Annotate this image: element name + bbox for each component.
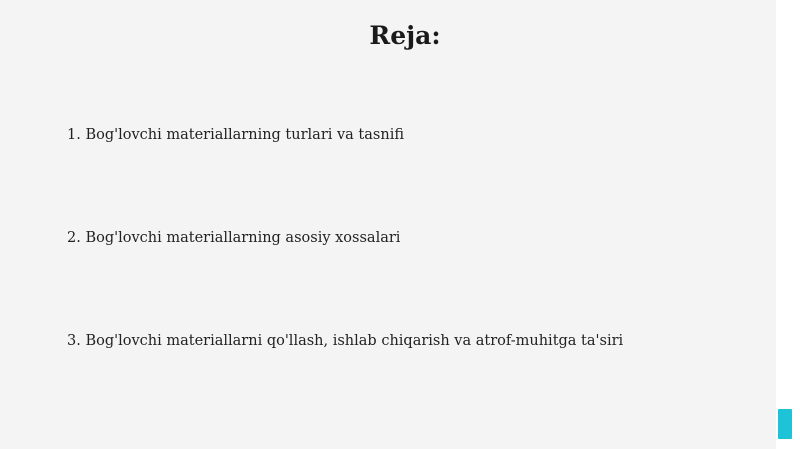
plan-item-3: 3. Bog'lovchi materiallarni qo'llash, ishlab chiqarish va atrof-muhitga ta'siri (67, 333, 624, 349)
scrollbar-thumb[interactable] (778, 409, 792, 439)
plan-item-1: 1. Bog'lovchi materiallarning turlari va tasnifi (67, 127, 404, 143)
slide-title: Reja: (369, 21, 441, 50)
scrollbar-track[interactable] (776, 0, 800, 449)
plan-item-2: 2. Bog'lovchi materiallarning asosiy xossalari (67, 230, 401, 246)
